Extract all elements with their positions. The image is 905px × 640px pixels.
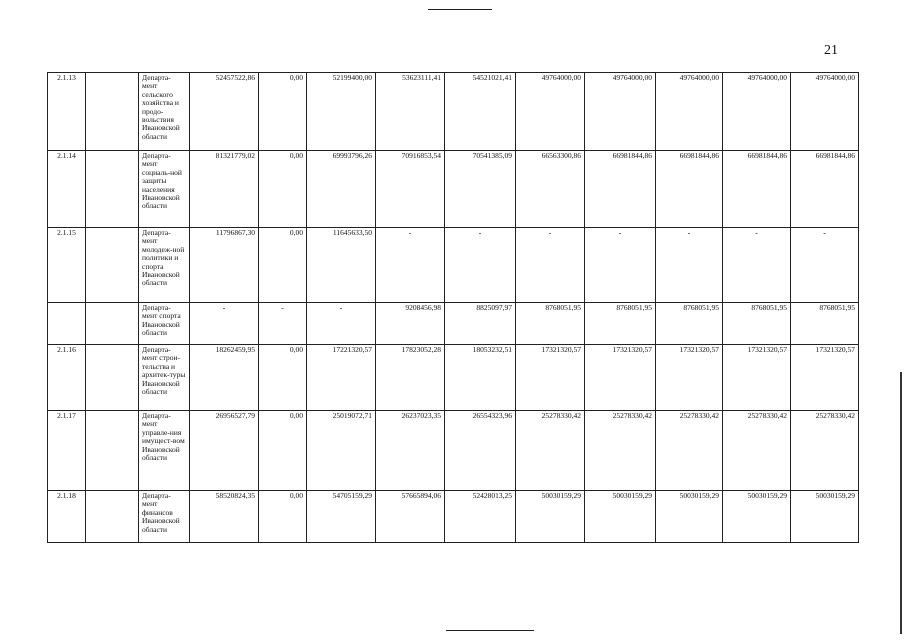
blank-cell <box>86 151 139 228</box>
value-cell: 54521021,41 <box>445 73 516 151</box>
value-cell: 17823052,28 <box>376 345 445 411</box>
table-row <box>48 151 859 228</box>
value-cell: - <box>516 228 585 303</box>
value-cell: 8768051,95 <box>723 303 791 345</box>
row-number: 2.1.13 <box>48 73 86 151</box>
value-cell: 0,00 <box>259 151 307 228</box>
value-cell: 0,00 <box>259 228 307 303</box>
value-cell: 49764000,00 <box>723 73 791 151</box>
value-cell: 26956527,79 <box>190 411 259 491</box>
value-cell: 66981844,86 <box>791 151 859 228</box>
value-cell: 66981844,86 <box>656 151 723 228</box>
department-name: Департа-мент строи-тельства и архитек-туры Ивановской области <box>139 345 190 411</box>
value-cell: 17321320,57 <box>791 345 859 411</box>
page-number: 21 <box>824 43 838 58</box>
blank-cell <box>86 303 139 345</box>
department-name: Департа-мент спорта Ивановской области <box>139 303 190 345</box>
value-cell: 17221320,57 <box>307 345 376 411</box>
row-number <box>48 303 86 345</box>
value-cell: 52199400,00 <box>307 73 376 151</box>
value-cell: 53623111,41 <box>376 73 445 151</box>
value-cell: 11796867,30 <box>190 228 259 303</box>
value-cell: 17321320,57 <box>723 345 791 411</box>
value-cell: 66981844,86 <box>723 151 791 228</box>
value-cell: 0,00 <box>259 73 307 151</box>
value-cell: 50030159,29 <box>656 491 723 543</box>
row-number: 2.1.18 <box>48 491 86 543</box>
row-number: 2.1.14 <box>48 151 86 228</box>
value-cell: 9208456,98 <box>376 303 445 345</box>
row-number: 2.1.17 <box>48 411 86 491</box>
table-row <box>48 491 859 543</box>
department-name: Департа-мент молодеж-ной политики и спорта Ивановской области <box>139 228 190 303</box>
bottom-rule <box>446 630 534 631</box>
value-cell: 69993796,26 <box>307 151 376 228</box>
value-cell: 49764000,00 <box>516 73 585 151</box>
value-cell: 25278330,42 <box>656 411 723 491</box>
table-row <box>48 345 859 411</box>
value-cell: 8768051,95 <box>656 303 723 345</box>
value-cell: 0,00 <box>259 411 307 491</box>
value-cell: 8825097,97 <box>445 303 516 345</box>
blank-cell <box>86 73 139 151</box>
table-row <box>48 73 859 151</box>
table-row <box>48 228 859 303</box>
value-cell: 52428013,25 <box>445 491 516 543</box>
department-name: Департа-мент управле-ния имущест-вом Ивановской области <box>139 411 190 491</box>
value-cell: 25278330,42 <box>791 411 859 491</box>
blank-cell <box>86 411 139 491</box>
value-cell: - <box>190 303 259 345</box>
value-cell: 25278330,42 <box>585 411 656 491</box>
blank-cell <box>86 228 139 303</box>
value-cell: 25278330,42 <box>723 411 791 491</box>
value-cell: 49764000,00 <box>791 73 859 151</box>
value-cell: 57665894,06 <box>376 491 445 543</box>
row-number: 2.1.16 <box>48 345 86 411</box>
value-cell: - <box>791 228 859 303</box>
row-number: 2.1.15 <box>48 228 86 303</box>
value-cell: - <box>445 228 516 303</box>
value-cell: 58520824,35 <box>190 491 259 543</box>
value-cell: 8768051,95 <box>516 303 585 345</box>
table-row <box>48 303 859 345</box>
value-cell: 26554323,96 <box>445 411 516 491</box>
value-cell: 54705159,29 <box>307 491 376 543</box>
value-cell: 49764000,00 <box>656 73 723 151</box>
department-name: Департа-мент финансов Ивановской области <box>139 491 190 543</box>
value-cell: - <box>723 228 791 303</box>
value-cell: - <box>656 228 723 303</box>
blank-cell <box>86 491 139 543</box>
value-cell: 17321320,57 <box>656 345 723 411</box>
department-name: Департа-мент социаль-ной защиты населения Ивановской области <box>139 151 190 228</box>
value-cell: 26237023,35 <box>376 411 445 491</box>
value-cell: 25278330,42 <box>516 411 585 491</box>
value-cell: 50030159,29 <box>723 491 791 543</box>
department-name: Департа-мент сельского хозяйства и продо-вольствия Ивановской области <box>139 73 190 151</box>
top-rule <box>428 9 492 10</box>
value-cell: 11645633,50 <box>307 228 376 303</box>
value-cell: - <box>259 303 307 345</box>
value-cell: 18262459,95 <box>190 345 259 411</box>
value-cell: 49764000,00 <box>585 73 656 151</box>
value-cell: 81321779,02 <box>190 151 259 228</box>
value-cell: 50030159,29 <box>791 491 859 543</box>
value-cell: - <box>585 228 656 303</box>
value-cell: - <box>307 303 376 345</box>
value-cell: 52457522,86 <box>190 73 259 151</box>
value-cell: 17321320,57 <box>585 345 656 411</box>
value-cell: 0,00 <box>259 345 307 411</box>
value-cell: - <box>376 228 445 303</box>
value-cell: 50030159,29 <box>516 491 585 543</box>
budget-table <box>47 72 859 543</box>
value-cell: 66563300,86 <box>516 151 585 228</box>
value-cell: 66981844,86 <box>585 151 656 228</box>
value-cell: 8768051,95 <box>791 303 859 345</box>
value-cell: 18053232,51 <box>445 345 516 411</box>
value-cell: 70541385,09 <box>445 151 516 228</box>
value-cell: 0,00 <box>259 491 307 543</box>
value-cell: 8768051,95 <box>585 303 656 345</box>
value-cell: 17321320,57 <box>516 345 585 411</box>
value-cell: 70916853,54 <box>376 151 445 228</box>
right-edge-rule <box>900 372 902 634</box>
value-cell: 50030159,29 <box>585 491 656 543</box>
table-row <box>48 411 859 491</box>
blank-cell <box>86 345 139 411</box>
value-cell: 25019072,71 <box>307 411 376 491</box>
